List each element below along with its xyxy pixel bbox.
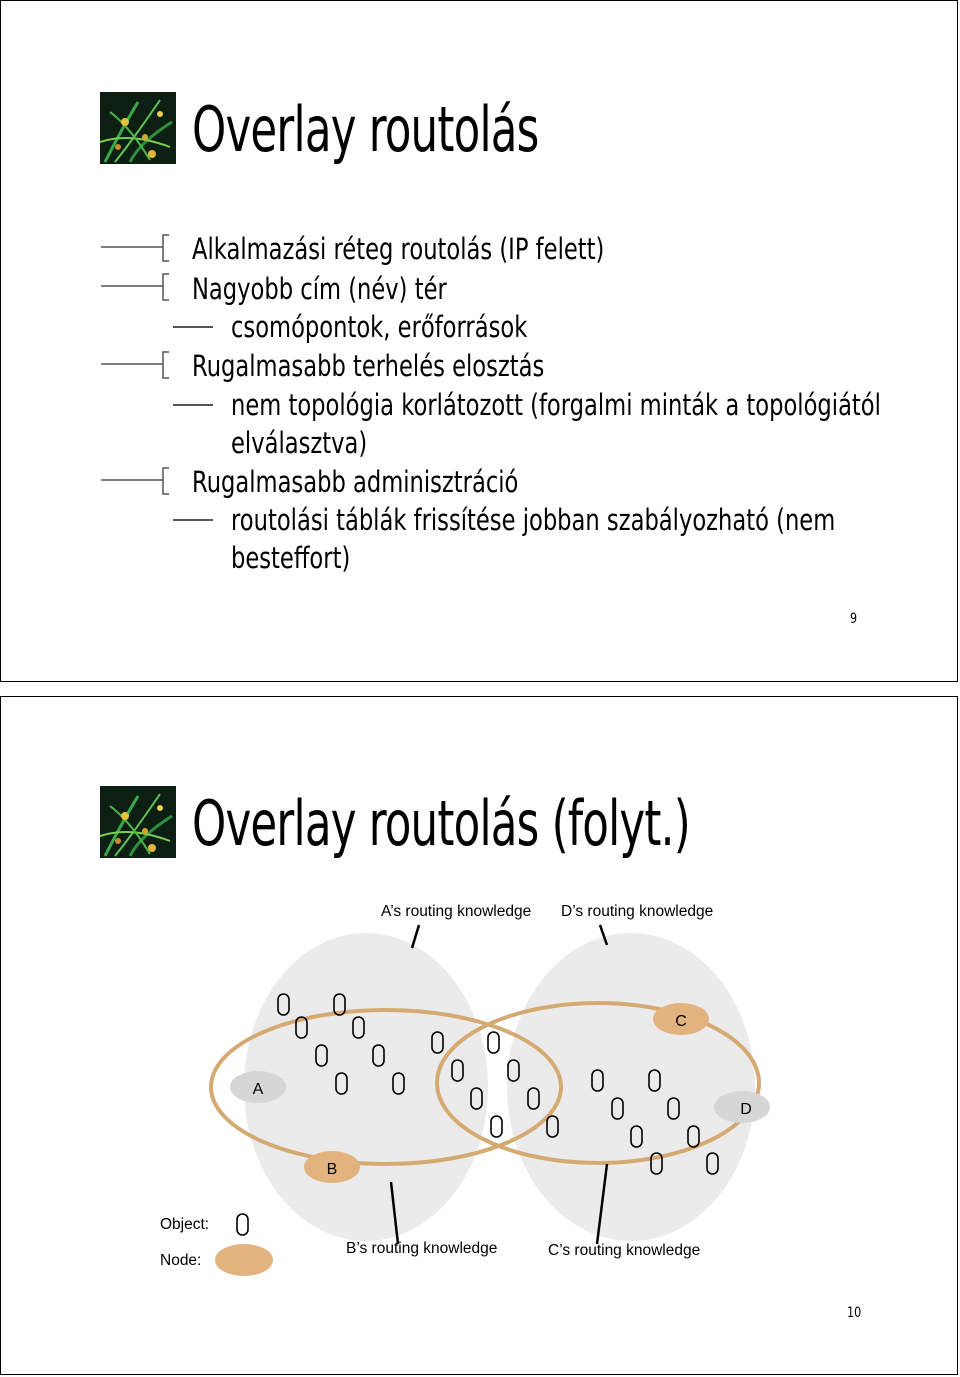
legend-object-icon — [237, 1214, 248, 1235]
sub-bullet-text: routolási táblák frissítése jobban szabályozható (nem — [231, 503, 836, 537]
node-a-label: A — [252, 1081, 264, 1098]
bullet-marker-icon — [101, 234, 171, 262]
page-number: 10 — [847, 1305, 862, 1321]
d-region — [507, 933, 755, 1241]
sub-bullet-text: elválasztva) — [231, 426, 368, 460]
legend-node-icon — [215, 1244, 273, 1276]
bullet-text: Alkalmazási réteg routolás (IP felett) — [192, 232, 605, 266]
c-knowledge-label: C’s routing knowledge — [548, 1242, 701, 1259]
bullet-text: Rugalmasabb terhelés elosztás — [192, 349, 545, 383]
sub-bullet-text: besteffort) — [231, 541, 351, 575]
bullet-text: Rugalmasabb adminisztráció — [192, 465, 519, 499]
sub-bullet-dash-icon — [173, 519, 213, 521]
slide-10 — [0, 696, 958, 1375]
bullet-marker-icon — [101, 351, 171, 379]
a-knowledge-label: A’s routing knowledge — [381, 903, 532, 920]
b-knowledge-label: B’s routing knowledge — [346, 1240, 498, 1257]
plant-logo-icon — [100, 786, 176, 858]
overlay-routing-diagram — [1, 887, 957, 1307]
plant-logo-icon — [100, 92, 176, 164]
legend-object-label: Object: — [160, 1216, 210, 1233]
sub-bullet-dash-icon — [173, 404, 213, 406]
object-icon — [491, 1116, 502, 1137]
bullet-marker-icon — [101, 467, 171, 495]
sub-bullet-dash-icon — [173, 326, 213, 328]
sub-bullet-text: nem topológia korlátozott (forgalmi minták a topológiától — [231, 388, 881, 422]
slide-title: Overlay routolás (folyt.) — [192, 787, 690, 860]
bullet-text: Nagyobb cím (név) tér — [192, 272, 447, 306]
a-knowledge-pointer — [412, 925, 419, 948]
d-knowledge-label: D’s routing knowledge — [561, 903, 714, 920]
node-d-label: D — [740, 1101, 752, 1118]
node-c-label: C — [675, 1013, 687, 1030]
bullet-marker-icon — [101, 273, 171, 301]
slide-title: Overlay routolás — [192, 93, 539, 166]
slide-9 — [0, 0, 958, 682]
legend-node-label: Node: — [160, 1252, 202, 1269]
page-number: 9 — [850, 611, 858, 627]
sub-bullet-text: csomópontok, erőforrások — [231, 310, 528, 344]
object-icon — [488, 1032, 499, 1053]
node-b-label: B — [326, 1161, 338, 1178]
